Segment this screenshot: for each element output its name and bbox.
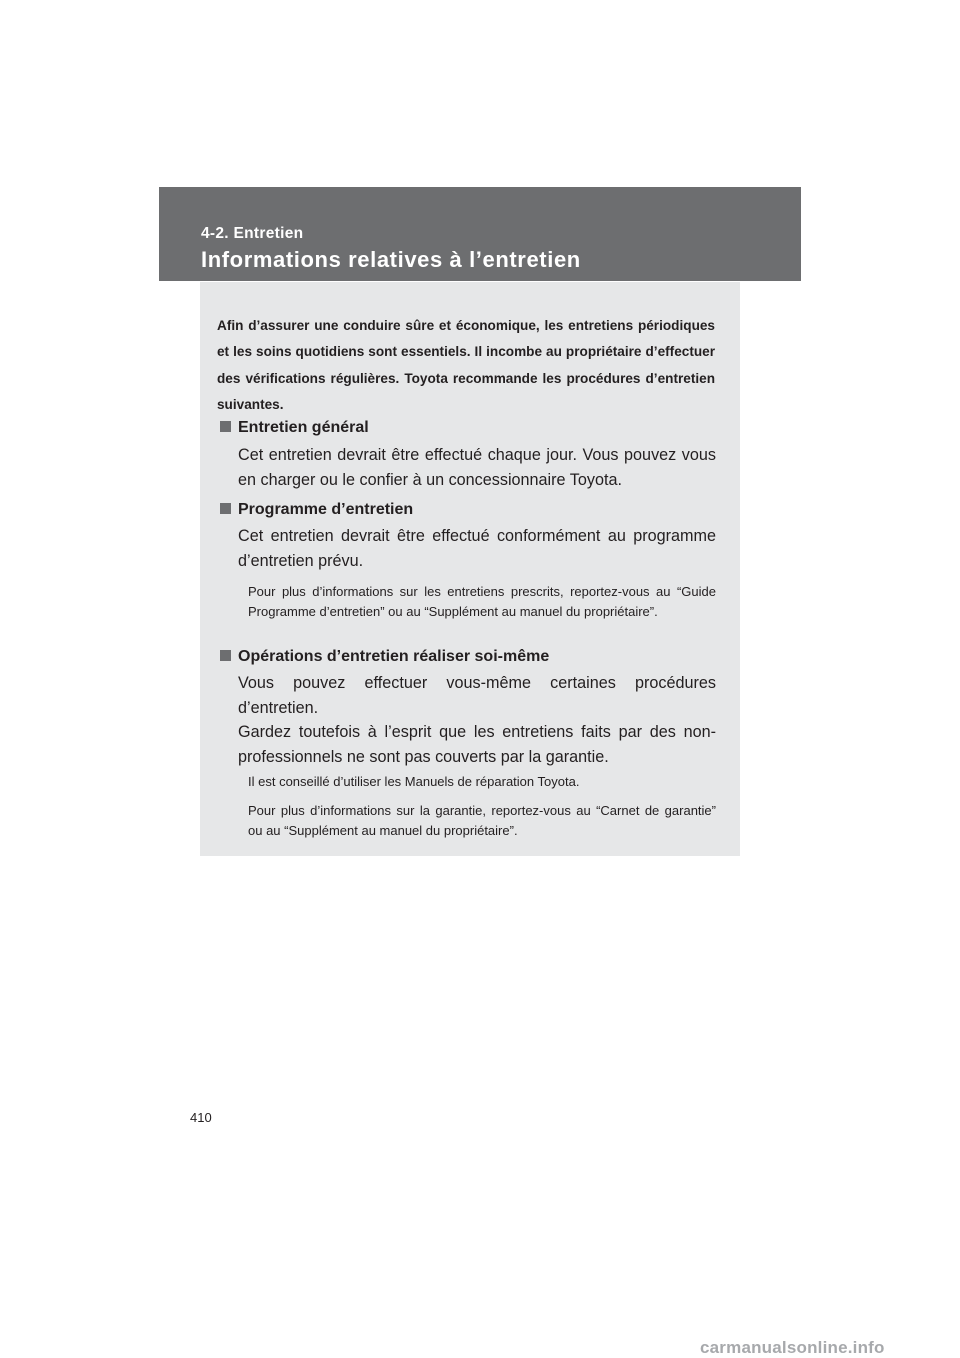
square-bullet-icon [220, 503, 231, 514]
section-note-diy-manuals: Il est conseillé d’utiliser les Manuels de réparation Toyota. [248, 774, 580, 789]
section-heading-diy [220, 648, 720, 666]
section-body-diy-warranty: Gardez toutefois à l’esprit que les entretiens faits par des non-professionnels ne sont pas couverts par la garantie. [238, 723, 716, 766]
section-body-general: Cet entretien devrait être effectué chaque jour. Vous pouvez vous en charger ou le confier à un concessionnaire Toyota. [238, 446, 716, 489]
header-band [159, 187, 801, 281]
page-number: 410 [190, 1110, 212, 1125]
watermark: carmanualsonline.info [700, 1338, 885, 1357]
section-body-schedule: Cet entretien devrait être effectué conformément au programme d’entretien prévu. [238, 527, 716, 570]
section-heading-general [220, 419, 720, 437]
section-heading-label: Opérations d’entretien réaliser soi-même [238, 648, 550, 665]
section-note-diy-warranty: Pour plus d’informations sur la garantie, reportez-vous au “Carnet de garantie” ou au “Supplément au manuel du propriétaire”. [248, 803, 716, 838]
intro-paragraph: Afin d’assurer une conduire sûre et économique, les entretiens périodiques et les soins quotidiens sont essentiels. Il incombe au propriétaire d’effectuer des vérifications régulières. Toyota recommande les procédures d’entretien suivantes. [217, 318, 715, 412]
section-body-diy: Vous pouvez effectuer vous-même certaines procédures d’entretien. [238, 674, 716, 717]
section-note-schedule: Pour plus d’informations sur les entretiens prescrits, reportez-vous au “Guide Programme d’entretien” ou au “Supplément au manuel du propriétaire”. [248, 584, 716, 619]
section-heading-label: Programme d’entretien [238, 501, 414, 518]
section-number: 4-2. Entretien [201, 225, 304, 242]
section-heading-label: Entretien général [238, 419, 369, 436]
square-bullet-icon [220, 421, 231, 432]
content-box [200, 282, 740, 856]
page-title: Informations relatives à l’entretien [201, 247, 581, 272]
section-heading-schedule [220, 501, 720, 519]
square-bullet-icon [220, 650, 231, 661]
